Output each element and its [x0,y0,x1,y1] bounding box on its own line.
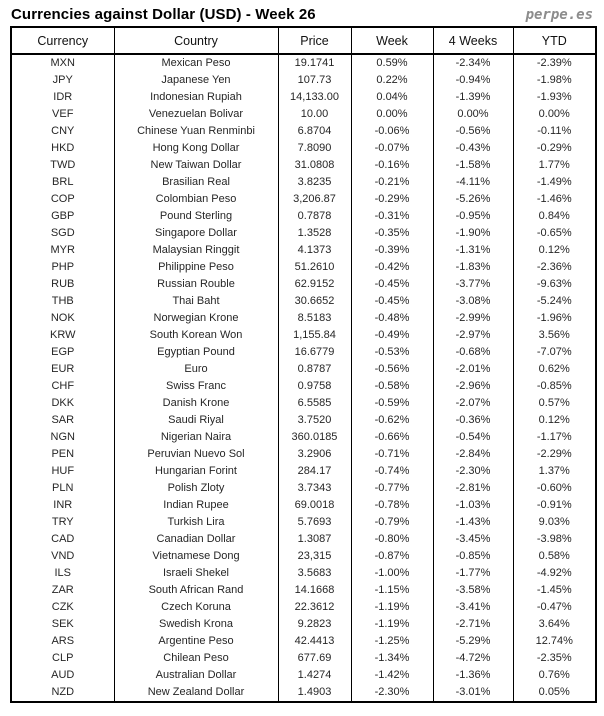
column-header-ytd: YTD [513,27,596,54]
currency-code-cell: CNY [51,125,75,137]
table-row [11,599,596,616]
table-row [11,684,596,702]
page-title: Currencies against Dollar (USD) - Week 26 [11,6,316,23]
four-weeks-change-cell: -2.34% [433,54,513,72]
currency-code-cell: MYR [50,244,75,256]
week-change-cell: -0.71% [351,446,433,463]
country-cell: Peruvian Nuevo Sol [114,446,278,463]
four-weeks-change-cell: -0.68% [433,344,513,361]
currency-code-cell: KRW [50,329,76,341]
week-change-cell: -1.15% [351,582,433,599]
currency-code-cell: TWD [50,159,76,171]
currency-code-cell: PHP [51,261,75,273]
table-row [11,650,596,667]
week-change-cell: -0.79% [351,514,433,531]
currency-code-cell: JPY [52,74,73,86]
price-cell: 3.7520 [278,412,351,429]
price-cell: 1.4274 [278,667,351,684]
table-row [11,616,596,633]
price-cell: 69.0018 [278,497,351,514]
price-cell: 360.0185 [278,429,351,446]
currency-code-cell: SAR [51,414,75,426]
four-weeks-change-cell: -1.90% [433,225,513,242]
ytd-change-cell: 3.64% [513,616,596,633]
country-cell: Argentine Peso [114,633,278,650]
country-cell: Polish Zloty [114,480,278,497]
ytd-change-cell: 0.62% [513,361,596,378]
country-cell: Indian Rupee [114,497,278,514]
week-change-cell: 0.22% [351,72,433,89]
table-row [11,378,596,395]
week-change-cell: -0.45% [351,276,433,293]
price-cell: 0.9758 [278,378,351,395]
price-cell: 3.5683 [278,565,351,582]
table-row [11,531,596,548]
four-weeks-change-cell: -2.96% [433,378,513,395]
four-weeks-change-cell: -1.31% [433,242,513,259]
four-weeks-change-cell: -4.72% [433,650,513,667]
price-cell: 9.2823 [278,616,351,633]
price-cell: 14,133.00 [278,89,351,106]
country-cell: Hungarian Forint [114,463,278,480]
country-cell: Russian Rouble [114,276,278,293]
country-cell: Czech Koruna [114,599,278,616]
ytd-change-cell: 0.57% [513,395,596,412]
currency-code-cell: EGP [51,346,75,358]
ytd-change-cell: -7.07% [513,344,596,361]
table-row [11,514,596,531]
country-cell: Euro [114,361,278,378]
ytd-change-cell: 1.77% [513,157,596,174]
table-row [11,548,596,565]
currency-code-cell: NOK [50,312,75,324]
week-change-cell: -0.87% [351,548,433,565]
ytd-change-cell: -1.17% [513,429,596,446]
currency-code-cell: SEK [51,618,74,630]
price-cell: 14.1668 [278,582,351,599]
country-cell: Singapore Dollar [114,225,278,242]
week-change-cell: -0.80% [351,531,433,548]
week-change-cell: -0.78% [351,497,433,514]
week-change-cell: -1.34% [351,650,433,667]
week-change-cell: -0.59% [351,395,433,412]
week-change-cell: -0.31% [351,208,433,225]
four-weeks-change-cell: -3.41% [433,599,513,616]
currency-code-cell: EUR [51,363,75,375]
week-change-cell: 0.59% [351,54,433,72]
four-weeks-change-cell: -1.58% [433,157,513,174]
week-change-cell: -1.19% [351,599,433,616]
four-weeks-change-cell: -2.30% [433,463,513,480]
country-cell: Danish Krone [114,395,278,412]
currency-code-cell: INR [53,499,73,511]
country-cell: Colombian Peso [114,191,278,208]
title-bar [0,0,604,26]
week-change-cell: -0.16% [351,157,433,174]
price-cell: 1.4903 [278,684,351,702]
table-row [11,225,596,242]
currency-code-cell: VEF [52,108,74,120]
country-cell: Chilean Peso [114,650,278,667]
price-cell: 677.69 [278,650,351,667]
ytd-change-cell: -1.46% [513,191,596,208]
currency-code-cell: IDR [53,91,73,103]
table-row [11,633,596,650]
ytd-change-cell: -2.35% [513,650,596,667]
price-cell: 107.73 [278,72,351,89]
week-change-cell: -2.30% [351,684,433,702]
currency-code-cell: RUB [51,278,75,290]
four-weeks-change-cell: -5.26% [433,191,513,208]
four-weeks-change-cell: -3.77% [433,276,513,293]
country-cell: South Korean Won [114,327,278,344]
week-change-cell: -1.00% [351,565,433,582]
table-row [11,480,596,497]
ytd-change-cell: 0.12% [513,242,596,259]
currency-code-cell: NZD [51,686,75,698]
ytd-change-cell: 1.37% [513,463,596,480]
country-cell: Mexican Peso [114,54,278,72]
price-cell: 6.8704 [278,123,351,140]
ytd-change-cell: 9.03% [513,514,596,531]
four-weeks-change-cell: -3.08% [433,293,513,310]
price-cell: 30.6652 [278,293,351,310]
week-change-cell: -0.29% [351,191,433,208]
price-cell: 8.5183 [278,310,351,327]
ytd-change-cell: -1.45% [513,582,596,599]
table-row [11,123,596,140]
ytd-change-cell: -9.63% [513,276,596,293]
table-row [11,412,596,429]
country-cell: New Taiwan Dollar [114,157,278,174]
table-row [11,174,596,191]
week-change-cell: -0.49% [351,327,433,344]
table-row [11,582,596,599]
four-weeks-change-cell: -1.77% [433,565,513,582]
table-row [11,242,596,259]
table-row [11,395,596,412]
four-weeks-change-cell: -1.43% [433,514,513,531]
ytd-change-cell: -5.24% [513,293,596,310]
price-cell: 23,315 [278,548,351,565]
country-cell: Israeli Shekel [114,565,278,582]
column-header-country: Country [114,27,278,54]
table-row [11,191,596,208]
ytd-change-cell: 0.84% [513,208,596,225]
ytd-change-cell: -2.39% [513,54,596,72]
four-weeks-change-cell: -4.11% [433,174,513,191]
week-change-cell: -0.77% [351,480,433,497]
ytd-change-cell: 0.05% [513,684,596,702]
four-weeks-change-cell: -1.36% [433,667,513,684]
table-row [11,293,596,310]
four-weeks-change-cell: -1.03% [433,497,513,514]
ytd-change-cell: -0.11% [513,123,596,140]
table-row [11,140,596,157]
price-cell: 19.1741 [278,54,351,72]
four-weeks-change-cell: -3.45% [433,531,513,548]
price-cell: 5.7693 [278,514,351,531]
ytd-change-cell: -1.96% [513,310,596,327]
column-header-week: Week [351,27,433,54]
ytd-change-cell: -1.49% [513,174,596,191]
week-change-cell: -0.62% [351,412,433,429]
four-weeks-change-cell: -0.85% [433,548,513,565]
country-cell: Pound Sterling [114,208,278,225]
table-row [11,429,596,446]
price-cell: 22.3612 [278,599,351,616]
price-cell: 7.8090 [278,140,351,157]
price-cell: 1.3087 [278,531,351,548]
week-change-cell: -1.19% [351,616,433,633]
currency-code-cell: CAD [51,533,75,545]
ytd-change-cell: 0.76% [513,667,596,684]
week-change-cell: -1.25% [351,633,433,650]
currency-code-cell: AUD [51,669,75,681]
country-cell: Egyptian Pound [114,344,278,361]
week-change-cell: -0.06% [351,123,433,140]
price-cell: 1,155.84 [278,327,351,344]
price-cell: 3.7343 [278,480,351,497]
country-cell: South African Rand [114,582,278,599]
currency-code-cell: HKD [51,142,75,154]
table-row [11,89,596,106]
ytd-change-cell: -2.29% [513,446,596,463]
four-weeks-change-cell: -0.36% [433,412,513,429]
column-header-currency: Currency [11,27,114,54]
country-cell: Vietnamese Dong [114,548,278,565]
price-cell: 42.4413 [278,633,351,650]
week-change-cell: -0.58% [351,378,433,395]
country-cell: New Zealand Dollar [114,684,278,702]
table-row [11,344,596,361]
four-weeks-change-cell: -2.81% [433,480,513,497]
country-cell: Norwegian Krone [114,310,278,327]
table-row [11,565,596,582]
four-weeks-change-cell: -2.97% [433,327,513,344]
four-weeks-change-cell: -2.84% [433,446,513,463]
currency-code-cell: GBP [51,210,75,222]
currency-code-cell: VND [51,550,75,562]
price-cell: 1.3528 [278,225,351,242]
ytd-change-cell: -1.93% [513,89,596,106]
table-row [11,497,596,514]
currency-code-cell: ILS [54,567,71,579]
table-row [11,106,596,123]
currency-code-cell: DKK [51,397,75,409]
country-cell: Swiss Franc [114,378,278,395]
week-change-cell: -0.48% [351,310,433,327]
column-header-4-weeks: 4 Weeks [433,27,513,54]
table-row [11,310,596,327]
currency-code-cell: MXN [50,57,75,69]
four-weeks-change-cell: -5.29% [433,633,513,650]
country-cell: Venezuelan Bolivar [114,106,278,123]
currency-code-cell: NGN [50,431,75,443]
week-change-cell: -0.74% [351,463,433,480]
ytd-change-cell: 0.00% [513,106,596,123]
ytd-change-cell: -0.65% [513,225,596,242]
four-weeks-change-cell: 0.00% [433,106,513,123]
currency-code-cell: COP [50,193,75,205]
currency-table-body [11,54,596,702]
table-row [11,72,596,89]
week-change-cell: -0.56% [351,361,433,378]
table-row [11,157,596,174]
week-change-cell: 0.04% [351,89,433,106]
four-weeks-change-cell: -0.54% [433,429,513,446]
four-weeks-change-cell: -2.01% [433,361,513,378]
table-row [11,463,596,480]
ytd-change-cell: -1.98% [513,72,596,89]
week-change-cell: -0.42% [351,259,433,276]
country-cell: Brasilian Real [114,174,278,191]
four-weeks-change-cell: -1.83% [433,259,513,276]
country-cell: Australian Dollar [114,667,278,684]
week-change-cell: -0.66% [351,429,433,446]
ytd-change-cell: -0.85% [513,378,596,395]
country-cell: Japanese Yen [114,72,278,89]
country-cell: Canadian Dollar [114,531,278,548]
table-row [11,327,596,344]
week-change-cell: -0.35% [351,225,433,242]
currency-code-cell: BRL [52,176,74,188]
table-row [11,667,596,684]
currency-code-cell: SGD [50,227,75,239]
price-cell: 3.2906 [278,446,351,463]
country-cell: Turkish Lira [114,514,278,531]
week-change-cell: -1.42% [351,667,433,684]
price-cell: 0.8787 [278,361,351,378]
table-row [11,54,596,72]
ytd-change-cell: -0.47% [513,599,596,616]
table-row [11,276,596,293]
currency-code-cell: PLN [52,482,74,494]
week-change-cell: -0.07% [351,140,433,157]
four-weeks-change-cell: -0.56% [433,123,513,140]
currency-code-cell: TRY [51,516,74,528]
four-weeks-change-cell: -0.94% [433,72,513,89]
currency-code-cell: PEN [51,448,75,460]
currency-code-cell: CZK [51,601,74,613]
currency-code-cell: THB [51,295,74,307]
country-cell: Chinese Yuan Renminbi [114,123,278,140]
currency-code-cell: ZAR [51,584,74,596]
table-row [11,208,596,225]
ytd-change-cell: -3.98% [513,531,596,548]
four-weeks-change-cell: -0.43% [433,140,513,157]
currency-code-cell: ARS [51,635,75,647]
country-cell: Hong Kong Dollar [114,140,278,157]
ytd-change-cell: -0.60% [513,480,596,497]
ytd-change-cell: 0.58% [513,548,596,565]
ytd-change-cell: 0.12% [513,412,596,429]
week-change-cell: -0.21% [351,174,433,191]
four-weeks-change-cell: -3.01% [433,684,513,702]
price-cell: 284.17 [278,463,351,480]
brand-wordmark: perpe.es [525,7,593,23]
price-cell: 4.1373 [278,242,351,259]
ytd-change-cell: 12.74% [513,633,596,650]
week-change-cell: -0.53% [351,344,433,361]
four-weeks-change-cell: -3.58% [433,582,513,599]
four-weeks-change-cell: -0.95% [433,208,513,225]
price-cell: 62.9152 [278,276,351,293]
four-weeks-change-cell: -2.07% [433,395,513,412]
week-change-cell: -0.39% [351,242,433,259]
price-cell: 16.6779 [278,344,351,361]
ytd-change-cell: -2.36% [513,259,596,276]
currency-code-cell: HUF [51,465,75,477]
table-row [11,361,596,378]
price-cell: 51.2610 [278,259,351,276]
ytd-change-cell: -0.91% [513,497,596,514]
week-change-cell: -0.45% [351,293,433,310]
currency-code-cell: CHF [51,380,75,392]
column-header-price: Price [278,27,351,54]
country-cell: Philippine Peso [114,259,278,276]
ytd-change-cell: -0.29% [513,140,596,157]
currencies-table [10,26,597,703]
ytd-change-cell: 3.56% [513,327,596,344]
country-cell: Indonesian Rupiah [114,89,278,106]
table-row [11,259,596,276]
four-weeks-change-cell: -2.71% [433,616,513,633]
price-cell: 3.8235 [278,174,351,191]
currency-code-cell: CLP [52,652,74,664]
table-header-row [11,27,596,54]
four-weeks-change-cell: -1.39% [433,89,513,106]
price-cell: 3,206.87 [278,191,351,208]
table-row [11,446,596,463]
price-cell: 31.0808 [278,157,351,174]
four-weeks-change-cell: -2.99% [433,310,513,327]
country-cell: Saudi Riyal [114,412,278,429]
week-change-cell: 0.00% [351,106,433,123]
country-cell: Malaysian Ringgit [114,242,278,259]
country-cell: Swedish Krona [114,616,278,633]
ytd-change-cell: -4.92% [513,565,596,582]
country-cell: Nigerian Naira [114,429,278,446]
country-cell: Thai Baht [114,293,278,310]
price-cell: 10.00 [278,106,351,123]
price-cell: 6.5585 [278,395,351,412]
price-cell: 0.7878 [278,208,351,225]
